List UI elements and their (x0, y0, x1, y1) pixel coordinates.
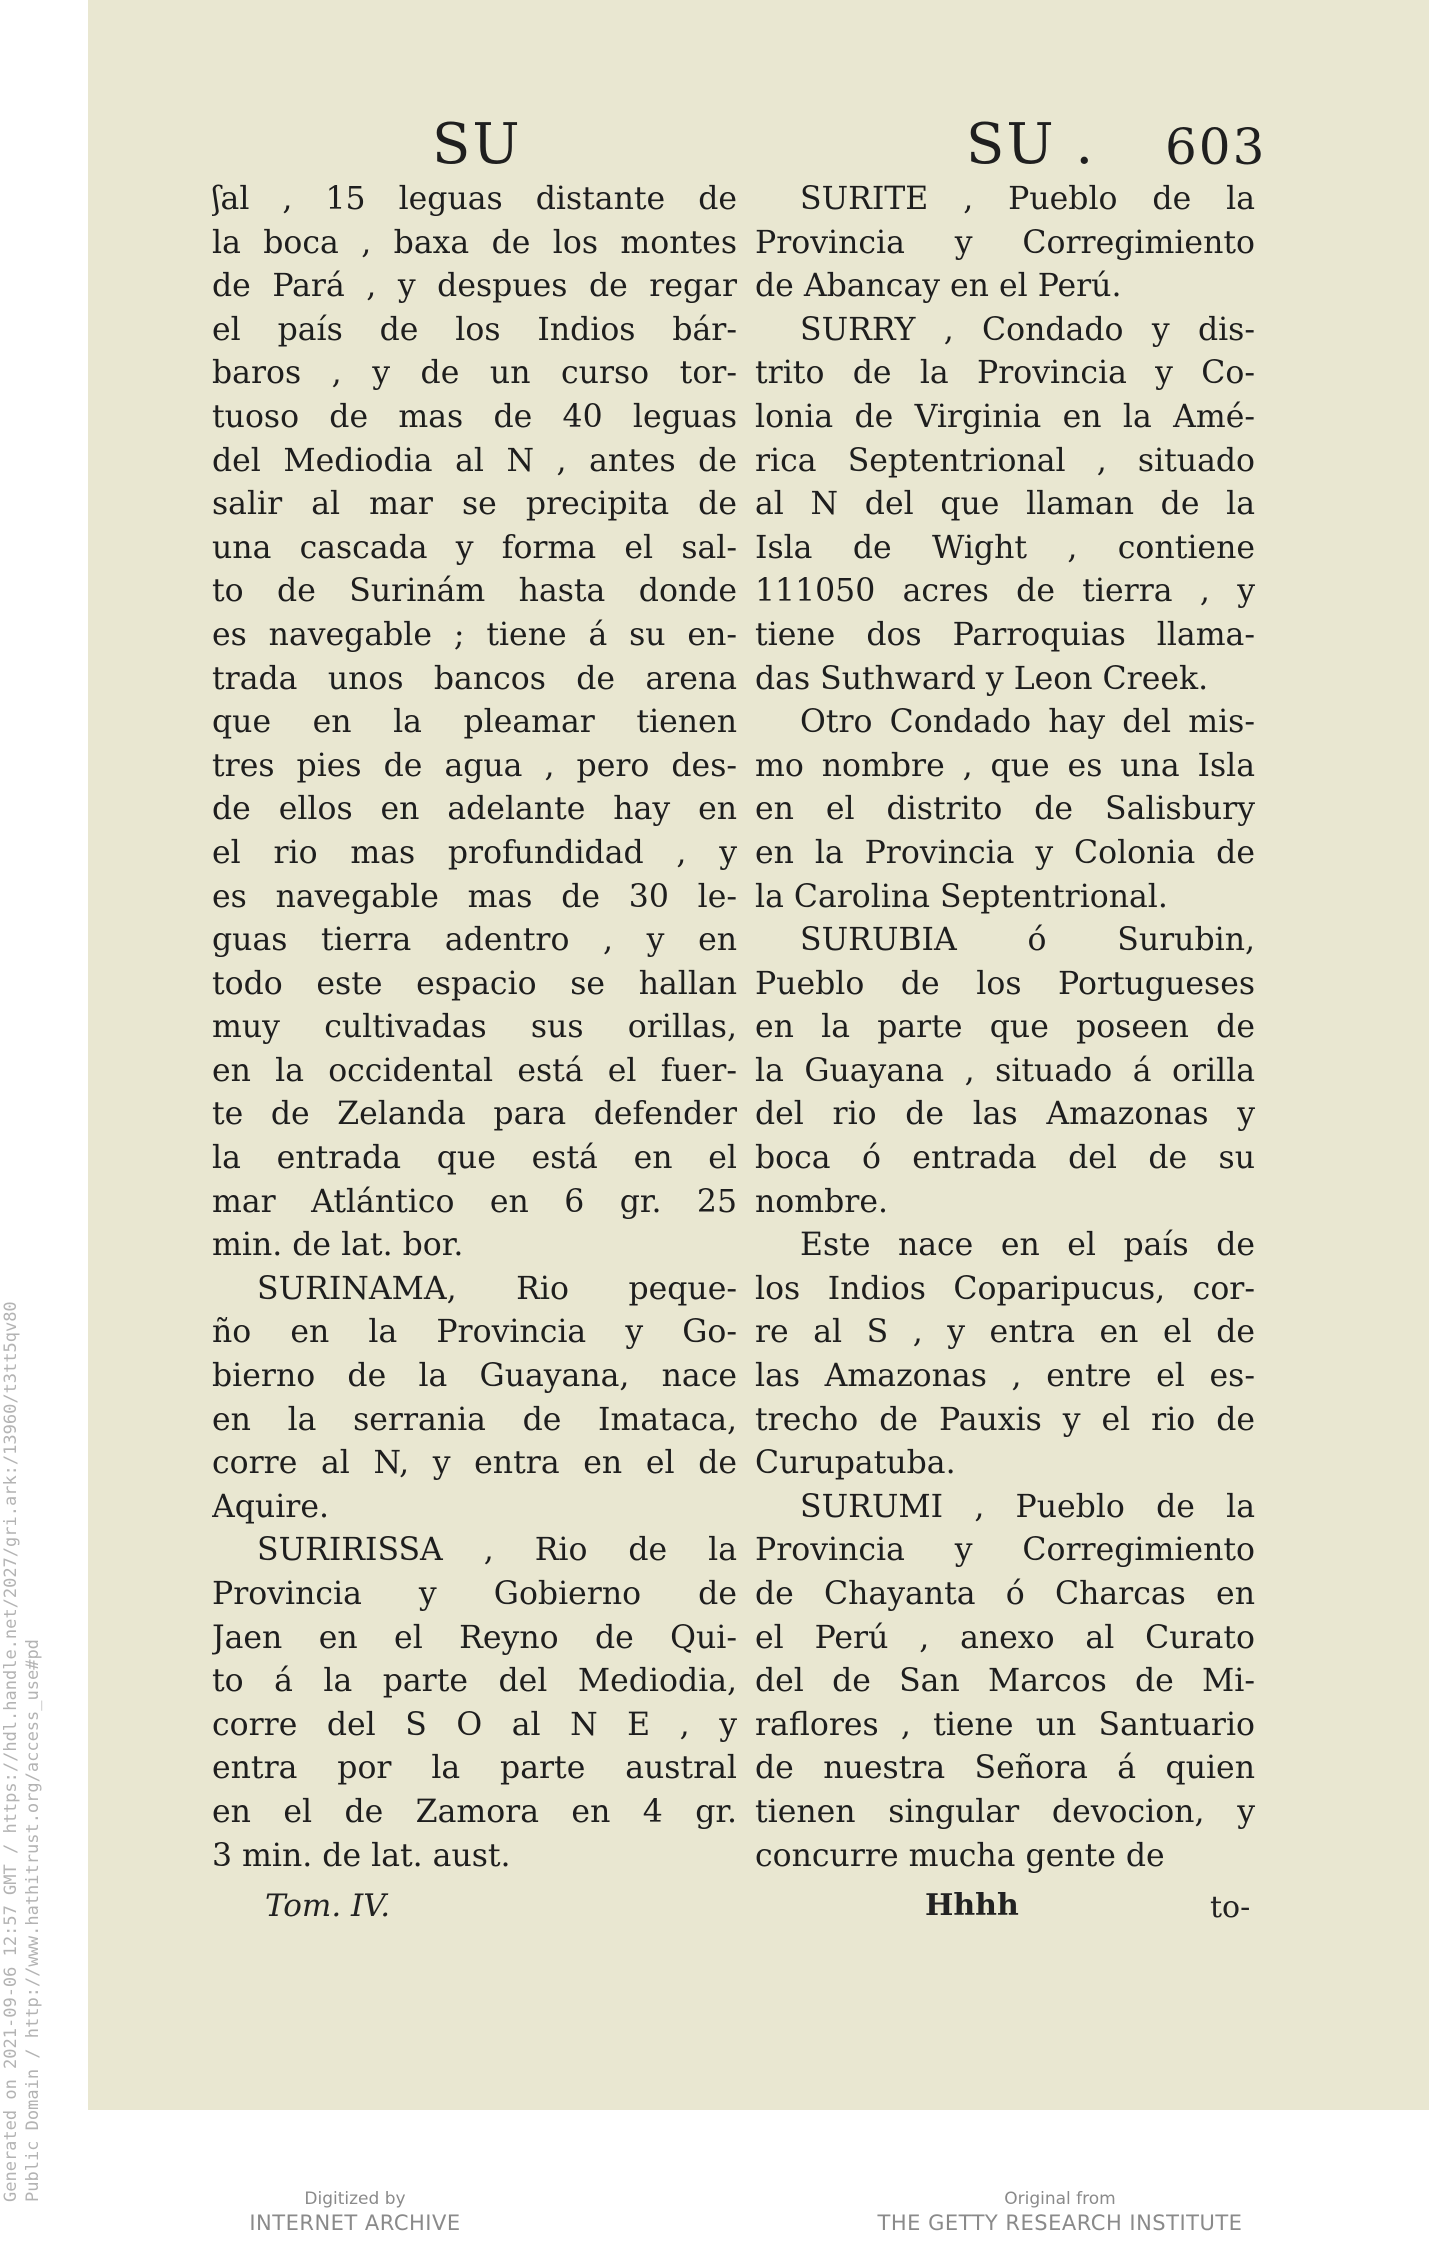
text-line: tiene dos Parroquias llama- (755, 616, 1255, 653)
text-line: es navegable ; tiene á su en- (212, 616, 737, 653)
text-line: la Carolina Septentrional. (755, 878, 1168, 915)
text-line: re al S , y entra en el de (755, 1314, 1255, 1351)
text-line: to á la parte del Mediodia, (212, 1663, 737, 1700)
text-line: del rio de las Amazonas y (755, 1096, 1255, 1133)
text-line: Aquire. (212, 1488, 329, 1525)
text-line: SURIRISSA , Rio de la (257, 1532, 737, 1569)
text-line: baros , y de un curso tor- (212, 355, 737, 392)
text-line: de nuestra Señora á quien (755, 1750, 1255, 1787)
text-line: en la serrania de Imataca, (212, 1401, 737, 1438)
credit-original-name: THE GETTY RESEARCH INSTITUTE (877, 2211, 1243, 2235)
text-line: en el de Zamora en 4 gr. (212, 1793, 737, 1830)
text-line: que en la pleamar tienen (212, 704, 737, 741)
volume-label: Tom. IV. (265, 1888, 391, 1924)
text-line: Curupatuba. (755, 1445, 956, 1482)
text-line: la boca , baxa de los montes (212, 224, 737, 261)
credit-digitized-label: Digitized by (304, 2189, 406, 2209)
text-line: raflores , tiene un Santuario (755, 1706, 1255, 1743)
text-line: mo nombre , que es una Isla (755, 747, 1255, 784)
text-line: concurre mucha gente de (755, 1837, 1165, 1874)
text-line: todo este espacio se hallan (212, 965, 737, 1002)
text-line: en la Provincia y Colonia de (755, 834, 1255, 871)
text-line: das Suthward y Leon Creek. (755, 660, 1209, 697)
text-line: Jaen en el Reyno de Qui- (212, 1619, 737, 1656)
text-line: bierno de la Guayana, nace (212, 1358, 737, 1395)
text-line: Provincia y Gobierno de (212, 1576, 737, 1612)
text-line: es navegable mas de 30 le- (212, 878, 737, 915)
watermark-line-2: Public Domain / http://www.hathitrust.org/access_use#pd (23, 1639, 43, 2202)
text-line: muy cultivadas sus orillas, (212, 1009, 737, 1046)
text-line: entra por la parte austral (212, 1750, 737, 1787)
text-line: corre del S O al N E , y (212, 1706, 737, 1743)
text-line: Este nace en el país de (800, 1227, 1255, 1264)
right-column (755, 178, 1255, 1878)
text-line: lonia de Virginia en la Amé- (755, 398, 1255, 435)
text-line: SURITE , Pueblo de la (800, 181, 1255, 217)
text-line: del Mediodia al N , antes de (212, 442, 737, 479)
text-line: te de Zelanda para defender (212, 1096, 737, 1133)
running-head-right: SU . (966, 112, 1096, 177)
watermark-line-1: Generated on 2021-09-06 12:57 GMT / https://hdl.handle.net/2027/gri.ark:/13960/t3tt5qv80 (1, 1301, 21, 2202)
catchword: to- (1210, 1890, 1251, 1925)
text-line: salir al mar se precipita de (212, 486, 737, 523)
text-line: nombre. (755, 1183, 888, 1220)
text-line: boca ó entrada del de su (755, 1140, 1255, 1177)
credit-original (860, 2188, 1260, 2236)
text-line: en la occidental está el fuer- (212, 1052, 737, 1089)
text-line: los Indios Coparipucus, cor- (755, 1270, 1255, 1307)
text-line: SURINAMA, Rio peque- (257, 1270, 737, 1307)
text-line: tres pies de agua , pero des- (212, 747, 737, 784)
text-line: trito de la Provincia y Co- (755, 355, 1255, 392)
text-line: to de Surinám hasta donde (212, 573, 737, 610)
text-line: trada unos bancos de arena (212, 660, 737, 697)
text-line: Isla de Wight , contiene (755, 529, 1255, 566)
page-number: 603 (1165, 118, 1267, 176)
credit-original-label: Original from (1004, 2189, 1116, 2209)
text-line: SURUMI , Pueblo de la (800, 1488, 1255, 1525)
text-line: ʃal , 15 leguas distante de (212, 181, 737, 217)
text-line: Provincia y Corregimiento (755, 1532, 1255, 1569)
text-line: tuoso de mas de 40 leguas (212, 398, 737, 435)
text-line: al N del que llaman de la (755, 486, 1255, 523)
text-line: 3 min. de lat. aust. (212, 1837, 511, 1874)
text-line: 111050 acres de tierra , y (755, 573, 1255, 610)
credit-digitized (245, 2188, 465, 2236)
running-head-left: SU (432, 112, 522, 177)
text-line: de Abancay en el Perú. (755, 268, 1122, 305)
text-line: el país de los Indios bár- (212, 311, 737, 348)
text-line: min. de lat. bor. (212, 1227, 464, 1264)
text-line: la entrada que está en el (212, 1140, 737, 1177)
text-line: del de San Marcos de Mi- (755, 1663, 1255, 1700)
credit-digitized-name: INTERNET ARCHIVE (249, 2211, 461, 2235)
text-line: Otro Condado hay del mis- (800, 704, 1255, 741)
text-line: mar Atlántico en 6 gr. 25 (212, 1183, 737, 1220)
text-line: en el distrito de Salisbury (755, 791, 1255, 828)
hathitrust-watermark (0, 1042, 60, 2242)
text-line: rica Septentrional , situado (755, 442, 1255, 479)
left-column (212, 178, 737, 1878)
text-line: de Pará , y despues de regar (212, 268, 737, 305)
text-line: de ellos en adelante hay en (212, 791, 737, 828)
text-line: el rio mas profundidad , y (212, 834, 737, 871)
text-line: Provincia y Corregimiento (755, 224, 1255, 261)
text-line: el Perú , anexo al Curato (755, 1619, 1255, 1656)
text-line: SURRY , Condado y dis- (800, 311, 1255, 348)
text-line: guas tierra adentro , y en (212, 922, 737, 959)
text-line: SURUBIA ó Surubin, (800, 922, 1255, 959)
text-line: de Chayanta ó Charcas en (755, 1576, 1255, 1612)
text-line: ño en la Provincia y Go- (212, 1314, 737, 1351)
text-line: corre al N, y entra en el de (212, 1445, 737, 1482)
signature-mark: Hhhh (925, 1888, 1019, 1923)
text-line: en la parte que poseen de (755, 1009, 1255, 1046)
text-line: tienen singular devocion, y (755, 1793, 1255, 1830)
text-line: Pueblo de los Portugueses (755, 965, 1255, 1002)
text-line: la Guayana , situado á orilla (755, 1052, 1255, 1089)
text-line: las Amazonas , entre el es- (755, 1358, 1255, 1395)
text-line: una cascada y forma el sal- (212, 529, 737, 566)
text-line: trecho de Pauxis y el rio de (755, 1401, 1255, 1438)
